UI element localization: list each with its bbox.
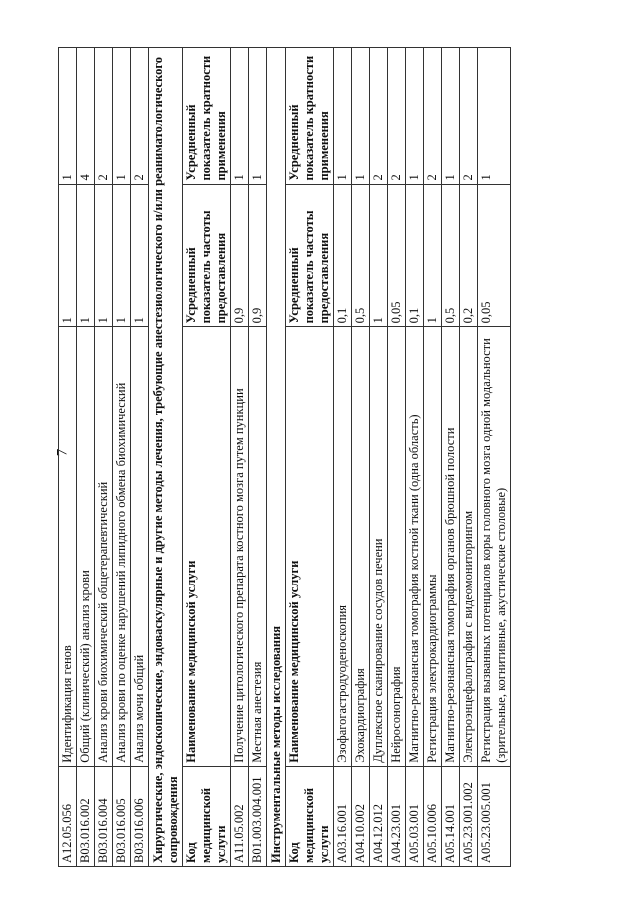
cell-code: B03.016.004 — [95, 766, 113, 866]
table-row — [59, 48, 77, 867]
cell-name: Анализ крови по оценке нарушений липидного обмена биохимический — [113, 327, 131, 766]
header-code: Код медицинской услуги — [183, 766, 231, 866]
cell-name: Электроэнцефалография с видеомониторингом — [460, 327, 478, 766]
cell-code: B01.003.004.001 — [249, 766, 267, 866]
cell-frequency: 1 — [113, 184, 131, 327]
cell-frequency: 1 — [131, 184, 149, 327]
cell-multiplicity: 2 — [424, 48, 442, 185]
page-number: 7 — [54, 448, 71, 457]
table-row — [460, 48, 478, 867]
header-multiplicity: Усредненный показатель кратности применения — [286, 48, 334, 185]
cell-name: Регистрация электрокардиограммы — [424, 327, 442, 766]
surgical-table-body — [231, 48, 267, 867]
cell-name: Идентификация генов — [59, 327, 77, 766]
cell-frequency: 1 — [370, 184, 388, 327]
cell-code: A05.14.001 — [442, 766, 460, 866]
table-row — [388, 48, 406, 867]
cell-frequency: 1 — [424, 184, 442, 327]
cell-multiplicity: 1 — [249, 48, 267, 185]
section-title-surgical: Хирургические, эндоскопические, эндоваскулярные и другие методы лечения, требующие анестезиологического и/или реаниматологического сопровождения — [149, 47, 182, 867]
cell-multiplicity: 1 — [406, 48, 424, 185]
cell-multiplicity: 1 — [334, 48, 352, 185]
cell-multiplicity: 1 — [59, 48, 77, 185]
header-code: Код медицинской услуги — [286, 766, 334, 866]
cell-name: Нейросонография — [388, 327, 406, 766]
cell-code: A05.23.005.001 — [478, 766, 511, 866]
cell-code: A12.05.056 — [59, 766, 77, 866]
cell-name: Анализ крови биохимический общетерапевтический — [95, 327, 113, 766]
rotated-page — [58, 37, 578, 867]
table-row — [424, 48, 442, 867]
table-row — [77, 48, 95, 867]
cell-frequency: 1 — [59, 184, 77, 327]
cell-frequency: 0,05 — [388, 184, 406, 327]
cell-code: A04.23.001 — [388, 766, 406, 866]
cell-frequency: 0,05 — [478, 184, 511, 327]
cell-name: Анализ мочи общий — [131, 327, 149, 766]
cell-name: Местная анестезия — [249, 327, 267, 766]
cell-multiplicity: 1 — [113, 48, 131, 185]
cell-frequency: 0,2 — [460, 184, 478, 327]
instrumental-table-body — [334, 48, 511, 867]
instrumental-table — [285, 47, 511, 867]
surgical-header-row — [183, 48, 231, 867]
table-row — [478, 48, 511, 867]
cell-frequency: 1 — [95, 184, 113, 327]
cell-code: A03.16.001 — [334, 766, 352, 866]
cell-frequency: 0,5 — [352, 184, 370, 327]
cell-multiplicity: 4 — [77, 48, 95, 185]
table-row — [113, 48, 131, 867]
table-row — [231, 48, 249, 867]
cell-code: A04.10.002 — [352, 766, 370, 866]
cell-code: A05.10.006 — [424, 766, 442, 866]
table-row — [334, 48, 352, 867]
labs-table — [58, 47, 149, 867]
cell-frequency: 0,9 — [231, 184, 249, 327]
header-name: Наименование медицинской услуги — [183, 327, 231, 766]
cell-name: Регистрация вызванных потенциалов коры головного мозга одной модальности (зрительные, когнитивные, акустические столовые) — [478, 327, 511, 766]
cell-multiplicity: 1 — [442, 48, 460, 185]
cell-name: Эхокардиография — [352, 327, 370, 766]
cell-name: Общий (клинический) анализ крови — [77, 327, 95, 766]
document-body — [58, 47, 511, 867]
cell-multiplicity: 2 — [370, 48, 388, 185]
cell-code: B03.016.005 — [113, 766, 131, 866]
cell-code: A05.03.001 — [406, 766, 424, 866]
section-title-instrumental: Инструментальные методы исследования — [267, 47, 285, 867]
cell-code: A11.05.002 — [231, 766, 249, 866]
cell-multiplicity: 1 — [352, 48, 370, 185]
cell-code: A05.23.001.002 — [460, 766, 478, 866]
table-row — [131, 48, 149, 867]
instrumental-header-row — [286, 48, 334, 867]
cell-name: Эзофагогастродуоденоскопия — [334, 327, 352, 766]
cell-name: Магнитно-резонансная томография органов брюшной полости — [442, 327, 460, 766]
cell-frequency: 0,5 — [442, 184, 460, 327]
table-row — [442, 48, 460, 867]
cell-multiplicity: 2 — [460, 48, 478, 185]
cell-multiplicity: 1 — [231, 48, 249, 185]
cell-frequency: 0,1 — [406, 184, 424, 327]
header-multiplicity: Усредненный показатель кратности применения — [183, 48, 231, 185]
cell-frequency: 0,9 — [249, 184, 267, 327]
cell-name: Магнитно-резонансная томография костной ткани (одна область) — [406, 327, 424, 766]
table-row — [95, 48, 113, 867]
cell-multiplicity: 2 — [388, 48, 406, 185]
labs-table-body — [59, 48, 149, 867]
header-frequency: Усредненный показатель частоты предоставления — [183, 184, 231, 327]
table-row — [406, 48, 424, 867]
table-row — [352, 48, 370, 867]
cell-frequency: 0,1 — [334, 184, 352, 327]
cell-name: Получение цитологического препарата костного мозга путем пункции — [231, 327, 249, 766]
header-frequency: Усредненный показатель частоты предоставления — [286, 184, 334, 327]
surgical-table — [182, 47, 267, 867]
table-row — [249, 48, 267, 867]
cell-multiplicity: 1 — [478, 48, 511, 185]
cell-code: A04.12.012 — [370, 766, 388, 866]
cell-multiplicity: 2 — [131, 48, 149, 185]
table-row — [370, 48, 388, 867]
cell-code: B03.016.006 — [131, 766, 149, 866]
cell-code: B03.016.002 — [77, 766, 95, 866]
cell-multiplicity: 2 — [95, 48, 113, 185]
header-name: Наименование медицинской услуги — [286, 327, 334, 766]
cell-frequency: 1 — [77, 184, 95, 327]
cell-name: Дуплексное сканирование сосудов печени — [370, 327, 388, 766]
